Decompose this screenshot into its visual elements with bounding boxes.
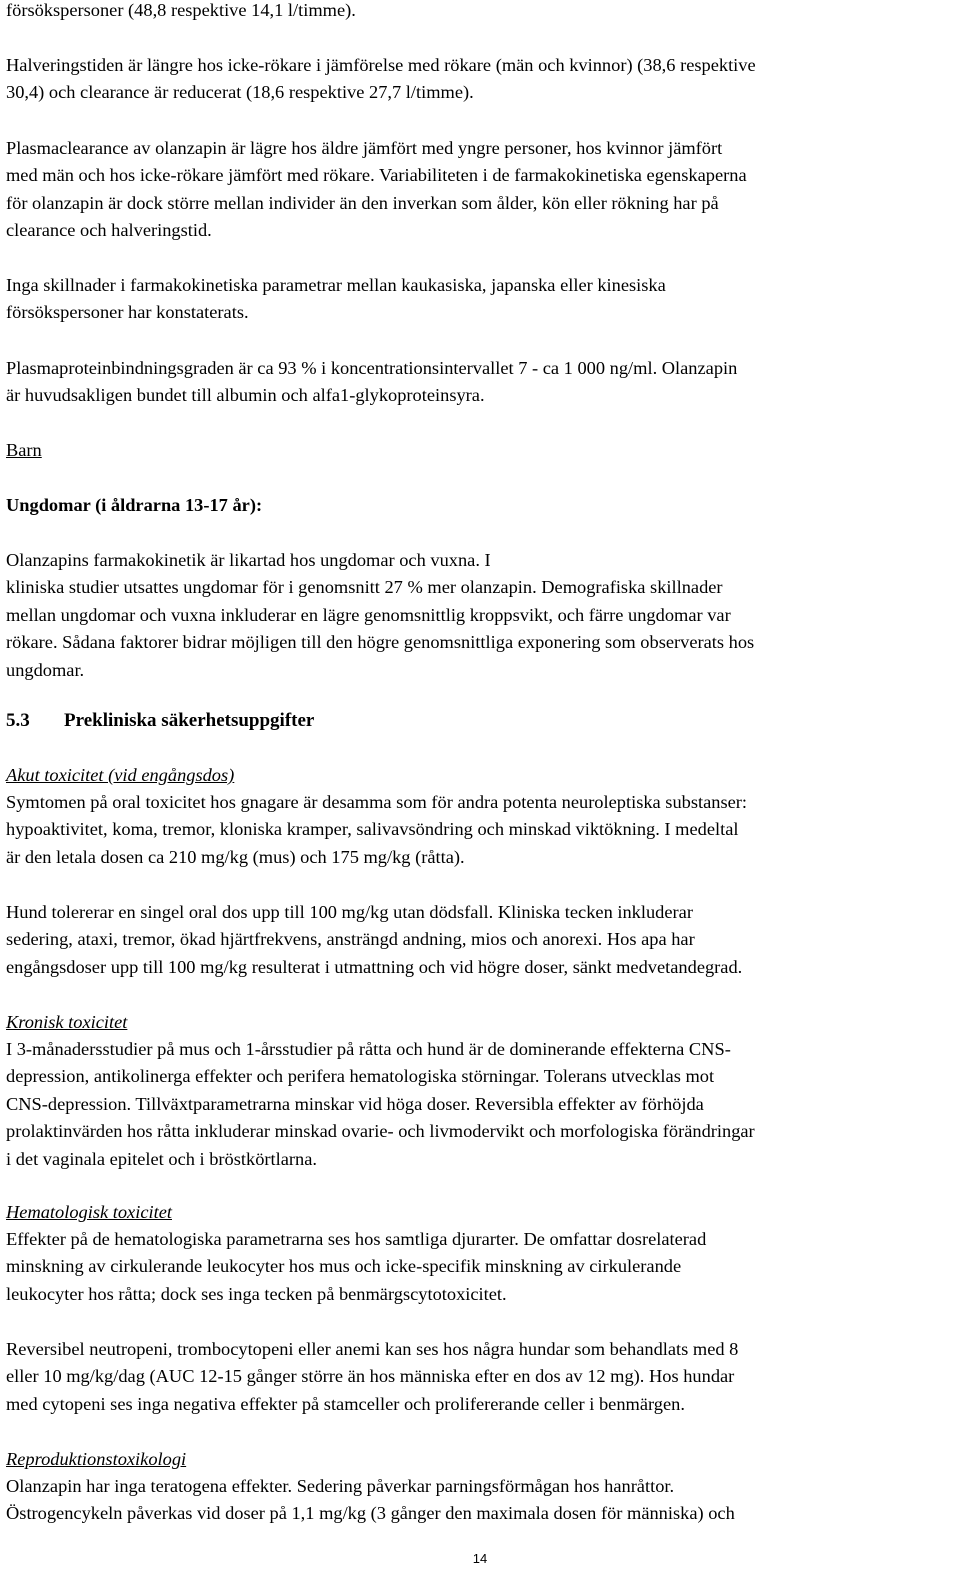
paragraph-halveringstid <box>6 52 756 107</box>
text-line: ungdomar. <box>6 659 85 680</box>
text-line: Effekter på de hematologiska parametrarna ses hos samtliga djurarter. De omfattar dosrelaterad <box>6 1229 707 1249</box>
text-line: Akut toxicitet (vid engångsdos) <box>6 765 235 785</box>
section-title: Prekliniska säkerhetsuppgifter <box>64 710 315 731</box>
text-line: Kronisk toxicitet <box>6 1012 128 1032</box>
text-line: Barn <box>6 440 42 460</box>
text-line: för olanzapin är dock större mellan individer än den inverkan som ålder, kön eller rökning har på <box>6 192 719 213</box>
paragraph-kronisk <box>6 1036 755 1173</box>
text-line: engångsdoser upp till 100 mg/kg resulterat i utmattning och vid högre doser, sänkt medvetandegrad. <box>6 956 743 977</box>
text-line: Östrogencykeln påverkas vid doser på 1,1 mg/kg (3 gånger den maximala dosen för människa) och <box>6 1503 735 1524</box>
paragraph-inga-skillnader <box>6 272 666 327</box>
text-line: leukocyter hos råtta; dock ses inga tecken på benmärgscytotoxicitet. <box>6 1283 507 1304</box>
text-line: Reversibel neutropeni, trombocytopeni eller anemi kan ses hos några hundar som behandlats med 8 <box>6 1339 739 1359</box>
text-line: är den letala dosen ca 210 mg/kg (mus) och 175 mg/kg (råtta). <box>6 846 465 867</box>
text-line: hypoaktivitet, koma, tremor, kloniska kramper, salivavsöndring och minskad viktökning. I medeltal <box>6 819 739 840</box>
barn-heading <box>6 437 42 464</box>
paragraph-reproduktion <box>6 1473 735 1528</box>
text-line: eller 10 mg/kg/dag (AUC 12-15 gånger större än hos människa efter en dos av 12 mg). Hos hundar <box>6 1366 735 1387</box>
text-line: försökspersoner (48,8 respektive 14,1 l/timme). <box>6 0 356 20</box>
text-line: CNS-depression. Tillväxtparametrarna minskar vid höga doser. Reversibla effekter av förhöjda <box>6 1093 704 1114</box>
text-line: depression, antikolinerga effekter och perifera hematologiska störningar. Tolerans utvecklas mot <box>6 1066 715 1087</box>
paragraph-akut-symtom <box>6 789 747 871</box>
paragraph-hematologisk-effekter <box>6 1226 706 1308</box>
text-line: Ungdomar (i åldrarna 13-17 år): <box>6 495 263 515</box>
text-line: 30,4) och clearance är reducerat (18,6 respektive 27,7 l/timme). <box>6 82 474 103</box>
text-line: i det vaginala epitelet och i bröstkörtlarna. <box>6 1148 317 1169</box>
text-line: med män och hos icke-rökare jämfört med rökare. Variabiliteten i de farmakokinetiska egenskaperna <box>6 165 747 186</box>
text-line: I 3-månadersstudier på mus och 1-årsstudier på råtta och hund är de dominerande effekterna CNS- <box>6 1039 731 1059</box>
section-5-3-heading <box>6 707 314 734</box>
paragraph-clearance-continuation <box>6 0 356 24</box>
text-line: Olanzapin har inga teratogena effekter. Sedering påverkar parningsförmågan hos hanråttor. <box>6 1476 675 1496</box>
paragraph-ungdomar <box>6 547 754 684</box>
text-line: är huvudsakligen bundet till albumin och alfa1-glykoproteinsyra. <box>6 385 485 406</box>
text-line: sedering, ataxi, tremor, ökad hjärtfrekvens, ansträngd andning, mios och anorexi. Hos apa har <box>6 929 695 950</box>
paragraph-plasmaclearance <box>6 135 747 245</box>
text-line: minskning av cirkulerande leukocyter hos mus och icke-specifik minskning av cirkulerande <box>6 1256 682 1277</box>
text-line: Hematologisk toxicitet <box>6 1202 172 1222</box>
text-line: kliniska studier utsattes ungdomar för i genomsnitt 27 % mer olanzapin. Demografiska skillnader <box>6 577 723 598</box>
text-line: mellan ungdomar och vuxna inkluderar en lägre genomsnittlig kroppsvikt, och färre ungdomar var <box>6 604 731 625</box>
paragraph-akut-hund <box>6 899 742 981</box>
page-number: 14 <box>472 1551 488 1566</box>
text-line: försökspersoner har konstaterats. <box>6 302 249 323</box>
text-line: Halveringstiden är längre hos icke-rökare i jämförelse med rökare (män och kvinnor) (38,6 respektive <box>6 55 756 75</box>
paragraph-plasmaproteinbindning <box>6 355 737 410</box>
text-line: clearance och halveringstid. <box>6 220 212 241</box>
text-line: Symtomen på oral toxicitet hos gnagare är desamma som för andra potenta neuroleptiska substanser: <box>6 792 748 812</box>
text-line: Inga skillnader i farmakokinetiska parametrar mellan kaukasiska, japanska eller kinesiska <box>6 275 666 295</box>
text-line: rökare. Sådana faktorer bidrar möjligen till den högre genomsnittliga exponering som observerats hos <box>6 632 755 653</box>
text-line: Olanzapins farmakokinetik är likartad hos ungdomar och vuxna. I <box>6 550 491 570</box>
ungdomar-heading <box>6 492 262 519</box>
kronisk-toxicitet-heading <box>6 1009 127 1036</box>
text-line: Plasmaclearance av olanzapin är lägre hos äldre jämfört med yngre personer, hos kvinnor jämfört <box>6 138 723 158</box>
akut-toxicitet-heading <box>6 762 234 789</box>
section-number: 5.3 <box>6 710 30 731</box>
text-line: Plasmaproteinbindningsgraden är ca 93 % i koncentrationsintervallet 7 - ca 1 000 ng/ml. Olanzapin <box>6 358 738 378</box>
reproduktionstoxikologi-heading <box>6 1446 186 1473</box>
hematologisk-toxicitet-heading <box>6 1199 172 1226</box>
paragraph-hematologisk-neutropeni <box>6 1336 738 1418</box>
text-line: prolaktinvärden hos råtta inkluderar minskad ovarie- och livmodervikt och morfologiska förändringar <box>6 1121 755 1142</box>
text-line: Reproduktionstoxikologi <box>6 1449 187 1469</box>
text-line: Hund tolererar en singel oral dos upp till 100 mg/kg utan dödsfall. Kliniska tecken inkluderar <box>6 902 693 922</box>
text-line: med cytopeni ses inga negativa effekter på stamceller och prolifererande celler i benmärgen. <box>6 1393 685 1414</box>
